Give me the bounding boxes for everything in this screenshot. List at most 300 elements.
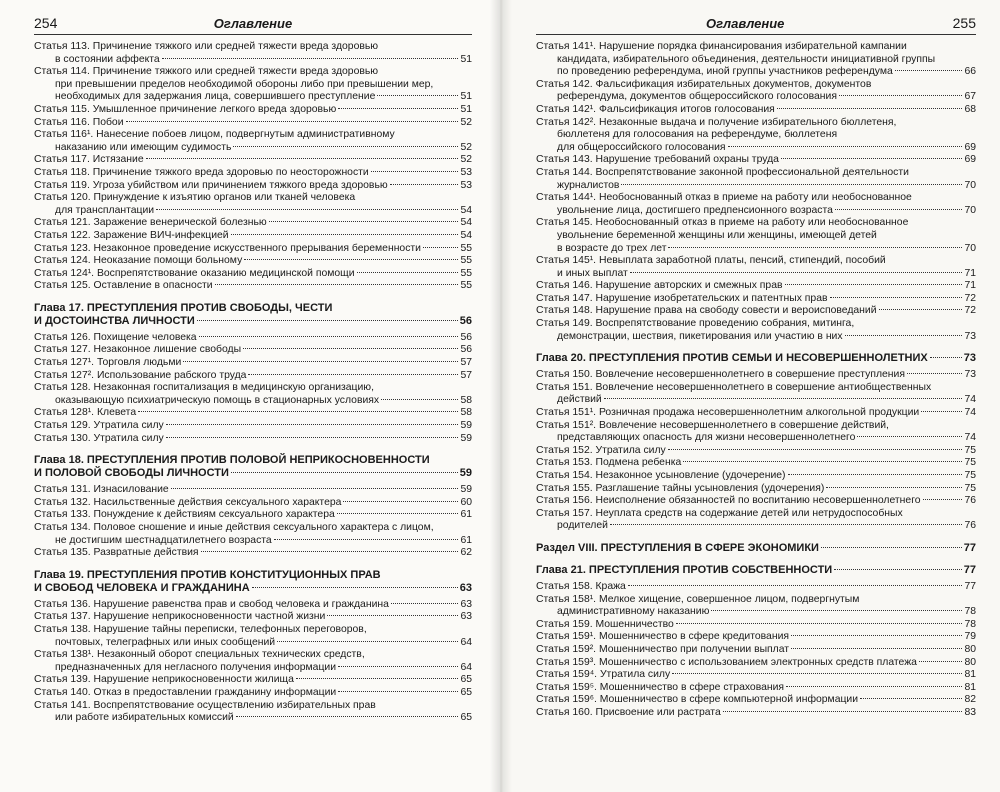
toc-article-entry: [34, 509, 472, 522]
toc-page-number: 81: [964, 681, 976, 693]
toc-entry-line: [34, 599, 472, 612]
toc-entry-title: Статья 119. Угроза убийством или причинением тяжкого вреда здоровью: [34, 179, 388, 191]
dot-leader: [162, 58, 459, 59]
dot-leader: [231, 234, 459, 235]
toc-entry-line: [34, 205, 472, 218]
toc-entry-title: Статья 120. Принуждение к изъятию органов или тканей человека: [34, 192, 356, 204]
toc-article-entry: [536, 255, 976, 280]
toc-page-number: 59: [460, 484, 472, 496]
toc-article-entry: [34, 357, 472, 370]
toc-entry-title: Статья 151¹. Розничная продажа несовершеннолетним алкогольной продукции: [536, 407, 920, 419]
toc-article-entry: [34, 687, 472, 700]
toc-entry-line: [34, 54, 472, 67]
dot-leader: [788, 474, 963, 475]
toc-article-entry: [34, 611, 472, 624]
toc-entry-title: Статья 147. Нарушение изобретательских и патентных прав: [536, 292, 828, 304]
toc-entry-continuation: И ДОСТОИНСТВА ЛИЧНОСТИ: [34, 314, 195, 327]
toc-page-number: 56: [460, 344, 472, 356]
toc-entry-line: [34, 154, 472, 167]
toc-entry-title: Статья 134. Половое сношение и иные действия сексуального характера с лицом,: [34, 522, 434, 533]
toc-article-entry: [34, 407, 472, 420]
dot-leader: [343, 501, 458, 502]
dot-leader: [296, 678, 459, 679]
dot-leader: [337, 513, 459, 514]
toc-entry-title: Статья 159². Мошенничество при получении выплат: [536, 643, 790, 655]
toc-entry-title: Статья 142¹. Фальсификация итогов голосования: [536, 103, 775, 115]
toc-entry-line: [34, 142, 472, 155]
dot-leader: [199, 336, 459, 337]
toc-page-number: 71: [964, 280, 976, 292]
dot-leader: [390, 184, 459, 185]
toc-entry-line: [536, 394, 976, 407]
right-page-header: [536, 8, 976, 35]
toc-article-entry: [34, 104, 472, 117]
toc-entry-line: [536, 694, 976, 707]
toc-page-number: 51: [460, 103, 472, 115]
toc-page-number: 75: [964, 482, 976, 494]
toc-article-entry: [536, 508, 976, 533]
dot-leader: [860, 698, 962, 699]
toc-entry-title: Статья 152. Утратила силу: [536, 444, 666, 456]
dot-leader: [423, 247, 458, 248]
toc-entry-continuation: И ПОЛОВОЙ СВОБОДЫ ЛИЧНОСТИ: [34, 467, 229, 480]
toc-page-number: 74: [964, 432, 976, 444]
toc-entry-continuation: бюллетеня для голосования на референдуме, бюллетеня: [557, 129, 838, 141]
toc-page-number: 79: [964, 631, 976, 643]
dot-leader: [723, 711, 963, 712]
toc-entry-line: [34, 370, 472, 383]
toc-entry-title: Статья 117. Истязание: [34, 154, 144, 166]
toc-entry-title: Статья 159¹. Мошенничество в сфере кредитования: [536, 631, 790, 643]
toc-chapter-entry: [34, 454, 472, 480]
right-page-title: Оглавление: [706, 16, 785, 31]
dot-leader: [930, 357, 962, 358]
toc-entry-title: Статья 157. Неуплата средств на содержание детей или нетрудоспособных: [536, 507, 903, 519]
toc-page-number: 53: [460, 166, 472, 178]
toc-entry-continuation: предназначенных для негласного получения информации: [55, 661, 337, 673]
toc-page-number: 78: [964, 618, 976, 630]
toc-page-number: 63: [460, 598, 472, 610]
dot-leader: [197, 320, 458, 321]
toc-entry-line: [34, 357, 472, 370]
toc-article-entry: [536, 594, 976, 619]
dot-leader: [834, 569, 962, 570]
toc-entry-line: [34, 217, 472, 230]
toc-page-number: 66: [964, 66, 976, 78]
toc-entry-title: Статья 115. Умышленное причинение легкого вреда здоровью: [34, 103, 337, 115]
toc-entry-title: Статья 135. Развратные действия: [34, 547, 199, 559]
toc-article-entry: [536, 420, 976, 445]
toc-article-entry: [34, 217, 472, 230]
toc-entry-line: [536, 619, 976, 632]
dot-leader: [676, 623, 963, 624]
toc-entry-continuation: необходимых для задержания лица, совершившего преступление: [55, 91, 376, 103]
toc-entry-line: [536, 457, 976, 470]
toc-article-entry: [34, 382, 472, 407]
toc-entry-line: [536, 520, 976, 533]
toc-page-number: 69: [964, 141, 976, 153]
toc-entry-title: Статья 132. Насильственные действия сексуального характера: [34, 496, 342, 508]
toc-entry-line: [536, 369, 976, 382]
toc-entry-title: Статья 128¹. Клевета: [34, 407, 137, 419]
dot-leader: [821, 547, 962, 548]
toc-article-entry: [536, 669, 976, 682]
dot-leader: [236, 716, 459, 717]
toc-entry-title: Статья 126. Похищение человека: [34, 331, 197, 343]
toc-entry-title: Статья 142. Фальсификация избирательных документов, документов: [536, 78, 872, 90]
toc-entry-line: [34, 420, 472, 433]
toc-entry-line: [34, 243, 472, 256]
toc-page-number: 55: [460, 242, 472, 254]
dot-leader: [183, 361, 458, 362]
toc-article-entry: [536, 657, 976, 670]
dot-leader: [711, 610, 962, 611]
dot-leader: [252, 587, 458, 588]
toc-article-entry: [536, 631, 976, 644]
toc-entry-line: [34, 315, 472, 328]
toc-article-entry: [34, 129, 472, 154]
toc-entry-title: Статья 144. Воспрепятствование законной профессиональной деятельности: [536, 166, 909, 178]
toc-article-entry: [34, 243, 472, 256]
toc-article-entry: [536, 445, 976, 458]
toc-page-number: 55: [460, 267, 472, 279]
dot-leader: [231, 472, 458, 473]
toc-article-entry: [34, 344, 472, 357]
toc-article-entry: [536, 470, 976, 483]
toc-entry-title: Статья 153. Подмена ребенка: [536, 457, 682, 469]
toc-entry-line: [536, 483, 976, 496]
toc-page-number: 55: [460, 280, 472, 292]
toc-article-entry: [536, 117, 976, 155]
toc-entry-line: [34, 509, 472, 522]
toc-page-number: 51: [460, 53, 472, 65]
toc-entry-title: Глава 17. ПРЕСТУПЛЕНИЯ ПРОТИВ СВОБОДЫ, ЧЕСТИ: [34, 301, 333, 314]
toc-entry-title: Статья 116¹. Нанесение побоев лицом, подвергнутым административному: [34, 129, 395, 141]
dot-leader: [845, 335, 963, 336]
dot-leader: [826, 487, 962, 488]
toc-article-entry: [536, 167, 976, 192]
toc-article-entry: [34, 230, 472, 243]
toc-entry-line: [34, 637, 472, 650]
toc-entry-line: [536, 682, 976, 695]
toc-entry-continuation: действий: [557, 394, 602, 406]
toc-page-number: 61: [460, 534, 472, 546]
toc-article-entry: [34, 255, 472, 268]
dot-leader: [839, 95, 962, 96]
toc-entry-line: [536, 470, 976, 483]
dot-leader: [338, 691, 458, 692]
dot-leader: [919, 661, 962, 662]
toc-page-number: 58: [460, 394, 472, 406]
toc-article-entry: [34, 484, 472, 497]
toc-article-entry: [34, 280, 472, 293]
toc-entry-title: Статья 129. Утратила силу: [34, 420, 164, 432]
toc-page-number: 65: [460, 712, 472, 724]
toc-page-number: 73: [964, 330, 976, 342]
toc-entry-line: [34, 344, 472, 357]
toc-page-number: 54: [460, 217, 472, 229]
toc-article-entry: [536, 369, 976, 382]
toc-page-number: 59: [460, 420, 472, 432]
left-page-header: [34, 8, 472, 35]
toc-page-number: 52: [460, 116, 472, 128]
toc-article-entry: [34, 599, 472, 612]
toc-entry-continuation: демонстрации, шествия, пикетирования или участию в них: [557, 330, 843, 342]
toc-entry-title: Глава 18. ПРЕСТУПЛЕНИЯ ПРОТИВ ПОЛОВОЙ НЕПРИКОСНОВЕННОСТИ: [34, 454, 430, 467]
dot-leader: [166, 437, 459, 438]
dot-leader: [327, 615, 458, 616]
toc-article-entry: [34, 547, 472, 560]
toc-entry-title: Статья 141¹. Нарушение порядка финансирования избирательной кампании: [536, 41, 907, 52]
toc-entry-line: [536, 407, 976, 420]
toc-entry-title: Статья 123. Незаконное проведение искусственного прерывания беременности: [34, 242, 421, 254]
toc-chapter-entry: [536, 542, 976, 555]
toc-entry-continuation: журналистов: [557, 179, 620, 191]
toc-entry-line: [34, 117, 472, 130]
toc-article-entry: [536, 457, 976, 470]
toc-article-entry: [34, 154, 472, 167]
right-page-number: 255: [952, 15, 976, 31]
toc-entry-title: Статья 114. Причинение тяжкого или средней тяжести вреда здоровью: [34, 66, 379, 78]
toc-entry-line: [536, 581, 976, 594]
toc-entry-title: Статья 159³. Мошенничество с использованием электронных средств платежа: [536, 656, 917, 668]
toc-entry-continuation: или работе избирательных комиссий: [55, 712, 234, 724]
toc-entry-title: Статья 127. Незаконное лишение свободы: [34, 344, 242, 356]
toc-entry-title: Статья 127¹. Торговля людьми: [34, 357, 182, 369]
toc-entry-title: Статья 145¹. Невыплата заработной платы, пенсий, стипендий, пособий: [536, 255, 886, 267]
dot-leader: [777, 108, 963, 109]
toc-page-number: 52: [460, 141, 472, 153]
toc-entry-title: Статья 158¹. Мелкое хищение, совершенное лицом, подвергнутым: [536, 593, 860, 605]
toc-page-number: 75: [964, 457, 976, 469]
toc-entry-continuation: для трансплантации: [55, 204, 155, 216]
toc-entry-title: Статья 133. Понуждение к действиям сексуального характера: [34, 509, 335, 521]
toc-entry-line: [34, 467, 472, 480]
toc-entry-title: Статья 159⁶. Мошенничество в сфере компьютерной информации: [536, 694, 859, 706]
dot-leader: [146, 158, 459, 159]
toc-entry-title: Статья 122. Заражение ВИЧ-инфекцией: [34, 229, 229, 241]
toc-page-number: 60: [460, 496, 472, 508]
dot-leader: [630, 272, 963, 273]
toc-article-entry: [536, 694, 976, 707]
toc-entry-title: Статья 154. Незаконное усыновление (удочерение): [536, 470, 786, 481]
toc-entry-line: [34, 687, 472, 700]
toc-entry-line: [34, 535, 472, 548]
toc-entry-title: Глава 20. ПРЕСТУПЛЕНИЯ ПРОТИВ СЕМЬИ И НЕСОВЕРШЕННОЛЕТНИХ: [536, 352, 928, 365]
toc-page-number: 72: [964, 292, 976, 304]
dot-leader: [243, 348, 458, 349]
book-gutter-shadow: [490, 0, 512, 792]
right-page: [500, 0, 1000, 792]
toc-article-entry: [34, 649, 472, 674]
dot-leader: [628, 585, 963, 586]
toc-entry-title: Статья 140. Отказ в предоставлении гражданину информации: [34, 686, 337, 698]
toc-entry-title: Статья 158. Кража: [536, 580, 626, 592]
toc-page-number: 64: [460, 661, 472, 673]
dot-leader: [668, 247, 962, 248]
toc-page-number: 69: [964, 154, 976, 166]
toc-entry-continuation: увольнение лица, достигшего предпенсионного возраста: [557, 204, 833, 216]
toc-entry-continuation: референдума, документов общероссийского голосования: [557, 91, 837, 103]
toc-entry-continuation: в состоянии аффекта: [55, 53, 160, 65]
toc-entry-line: [536, 657, 976, 670]
toc-entry-line: [34, 91, 472, 104]
toc-entry-continuation: и иных выплат: [557, 267, 628, 279]
toc-entry-line: [536, 305, 976, 318]
toc-page-number: 73: [964, 369, 976, 381]
toc-entry-line: [536, 104, 976, 117]
toc-entry-line: [34, 497, 472, 510]
toc-entry-line: [536, 445, 976, 458]
dot-leader: [668, 449, 963, 450]
toc-article-entry: [536, 407, 976, 420]
toc-entry-line: [34, 395, 472, 408]
toc-page-number: 73: [963, 352, 976, 365]
dot-leader: [371, 171, 459, 172]
toc-page-number: 80: [964, 643, 976, 655]
toc-entry-line: [34, 180, 472, 193]
toc-entry-title: Статья 131. Изнасилование: [34, 484, 169, 496]
dot-leader: [274, 539, 459, 540]
dot-leader: [377, 95, 458, 96]
dot-leader: [907, 373, 962, 374]
toc-page-number: 83: [964, 706, 976, 718]
toc-entry-title: Статья 127². Использование рабского труда: [34, 369, 247, 381]
toc-entry-title: Статья 159⁵. Мошенничество в сфере страхования: [536, 681, 785, 693]
toc-page-number: 82: [964, 694, 976, 706]
toc-entry-line: [536, 495, 976, 508]
toc-page-number: 78: [964, 606, 976, 618]
toc-article-entry: [34, 700, 472, 725]
toc-entry-title: Статья 138¹. Незаконный оборот специальных технических средств,: [34, 649, 365, 661]
toc-entry-line: [34, 547, 472, 560]
toc-entry-line: [536, 154, 976, 167]
toc-page-number: 63: [459, 581, 472, 594]
toc-page-number: 53: [460, 179, 472, 191]
right-toc-list: [536, 41, 976, 720]
toc-article-entry: [536, 619, 976, 632]
toc-entry-title: Статья 136. Нарушение равенства прав и свобод человека и гражданина: [34, 598, 389, 610]
toc-page-number: 63: [460, 611, 472, 623]
toc-entry-line: [536, 707, 976, 720]
toc-article-entry: [34, 674, 472, 687]
toc-chapter-entry: [536, 352, 976, 365]
toc-entry-line: [536, 280, 976, 293]
toc-entry-line: [34, 484, 472, 497]
toc-article-entry: [536, 217, 976, 255]
toc-page-number: 77: [964, 580, 976, 592]
toc-page-number: 81: [964, 669, 976, 681]
toc-entry-continuation: кандидата, избирательного объединения, деятельности инициативной группы: [557, 53, 936, 65]
toc-entry-title: Статья 124. Неоказание помощи больному: [34, 255, 243, 267]
toc-entry-title: Статья 138. Нарушение тайны переписки, телефонных переговоров,: [34, 623, 367, 635]
toc-page-number: 74: [964, 394, 976, 406]
dot-leader: [156, 209, 458, 210]
toc-entry-line: [536, 564, 976, 577]
toc-article-entry: [536, 41, 976, 79]
dot-leader: [879, 309, 963, 310]
dot-leader: [728, 146, 963, 147]
toc-page-number: 77: [963, 563, 976, 576]
dot-leader: [381, 399, 458, 400]
toc-article-entry: [536, 581, 976, 594]
toc-entry-title: Статья 155. Разглашение тайны усыновления (удочерения): [536, 482, 825, 494]
dot-leader: [338, 666, 458, 667]
dot-leader: [338, 108, 458, 109]
toc-entry-line: [536, 644, 976, 657]
dot-leader: [171, 488, 459, 489]
toc-entry-title: Статья 128. Незаконная госпитализация в медицинскую организацию,: [34, 382, 374, 394]
toc-page-number: 68: [964, 103, 976, 115]
toc-entry-continuation: не достигшим шестнадцатилетнего возраста: [55, 534, 272, 546]
toc-page-number: 70: [964, 179, 976, 191]
toc-entry-line: [536, 142, 976, 155]
toc-entry-line: [34, 230, 472, 243]
toc-article-entry: [536, 79, 976, 104]
toc-page-number: 75: [964, 470, 976, 481]
dot-leader: [126, 121, 459, 122]
dot-leader: [201, 551, 459, 552]
toc-entry-line: [34, 167, 472, 180]
left-page-title: Оглавление: [213, 16, 293, 31]
toc-entry-line: [34, 712, 472, 725]
toc-entry-line: [536, 631, 976, 644]
dot-leader: [781, 158, 963, 159]
dot-leader: [233, 146, 458, 147]
toc-chapter-entry: [536, 564, 976, 577]
toc-entry-title: Статья 137. Нарушение неприкосновенности частной жизни: [34, 611, 326, 623]
toc-entry-title: Статья 130. Утратила силу: [34, 432, 164, 444]
toc-page-number: 62: [460, 547, 472, 559]
dot-leader: [835, 209, 963, 210]
dot-leader: [857, 436, 962, 437]
toc-article-entry: [34, 624, 472, 649]
toc-page-number: 61: [460, 509, 472, 521]
toc-entry-title: Статья 143. Нарушение требований охраны труда: [536, 154, 779, 166]
toc-page-number: 76: [964, 495, 976, 507]
dot-leader: [786, 686, 962, 687]
toc-entry-title: Статья 121. Заражение венерической болезнью: [34, 217, 267, 229]
toc-article-entry: [34, 192, 472, 217]
dot-leader: [391, 603, 459, 604]
toc-article-entry: [536, 280, 976, 293]
toc-entry-title: Глава 19. ПРЕСТУПЛЕНИЯ ПРОТИВ КОНСТИТУЦИОННЫХ ПРАВ: [34, 568, 381, 581]
toc-entry-line: [34, 611, 472, 624]
toc-article-entry: [536, 707, 976, 720]
toc-article-entry: [536, 104, 976, 117]
dot-leader: [244, 259, 458, 260]
toc-article-entry: [536, 495, 976, 508]
toc-entry-line: [536, 331, 976, 344]
dot-leader: [248, 374, 458, 375]
toc-entry-title: Статья 150. Вовлечение несовершеннолетнего в совершение преступления: [536, 369, 905, 381]
toc-entry-continuation: И СВОБОД ЧЕЛОВЕКА И ГРАЖДАНИНА: [34, 581, 250, 594]
toc-entry-title: Статья 148. Нарушение права на свободу совести и вероисповеданий: [536, 305, 877, 317]
toc-chapter-entry: [34, 569, 472, 595]
left-toc-list: [34, 41, 472, 725]
dot-leader: [791, 648, 962, 649]
toc-entry-title: Раздел VIII. ПРЕСТУПЛЕНИЯ В СФЕРЕ ЭКОНОМИКИ: [536, 541, 819, 554]
dot-leader: [830, 297, 963, 298]
toc-article-entry: [34, 522, 472, 547]
toc-article-entry: [34, 332, 472, 345]
toc-entry-line: [536, 293, 976, 306]
toc-page-number: 64: [460, 636, 472, 648]
dot-leader: [138, 411, 458, 412]
toc-article-entry: [34, 117, 472, 130]
toc-article-entry: [536, 154, 976, 167]
toc-entry-line: [34, 268, 472, 281]
